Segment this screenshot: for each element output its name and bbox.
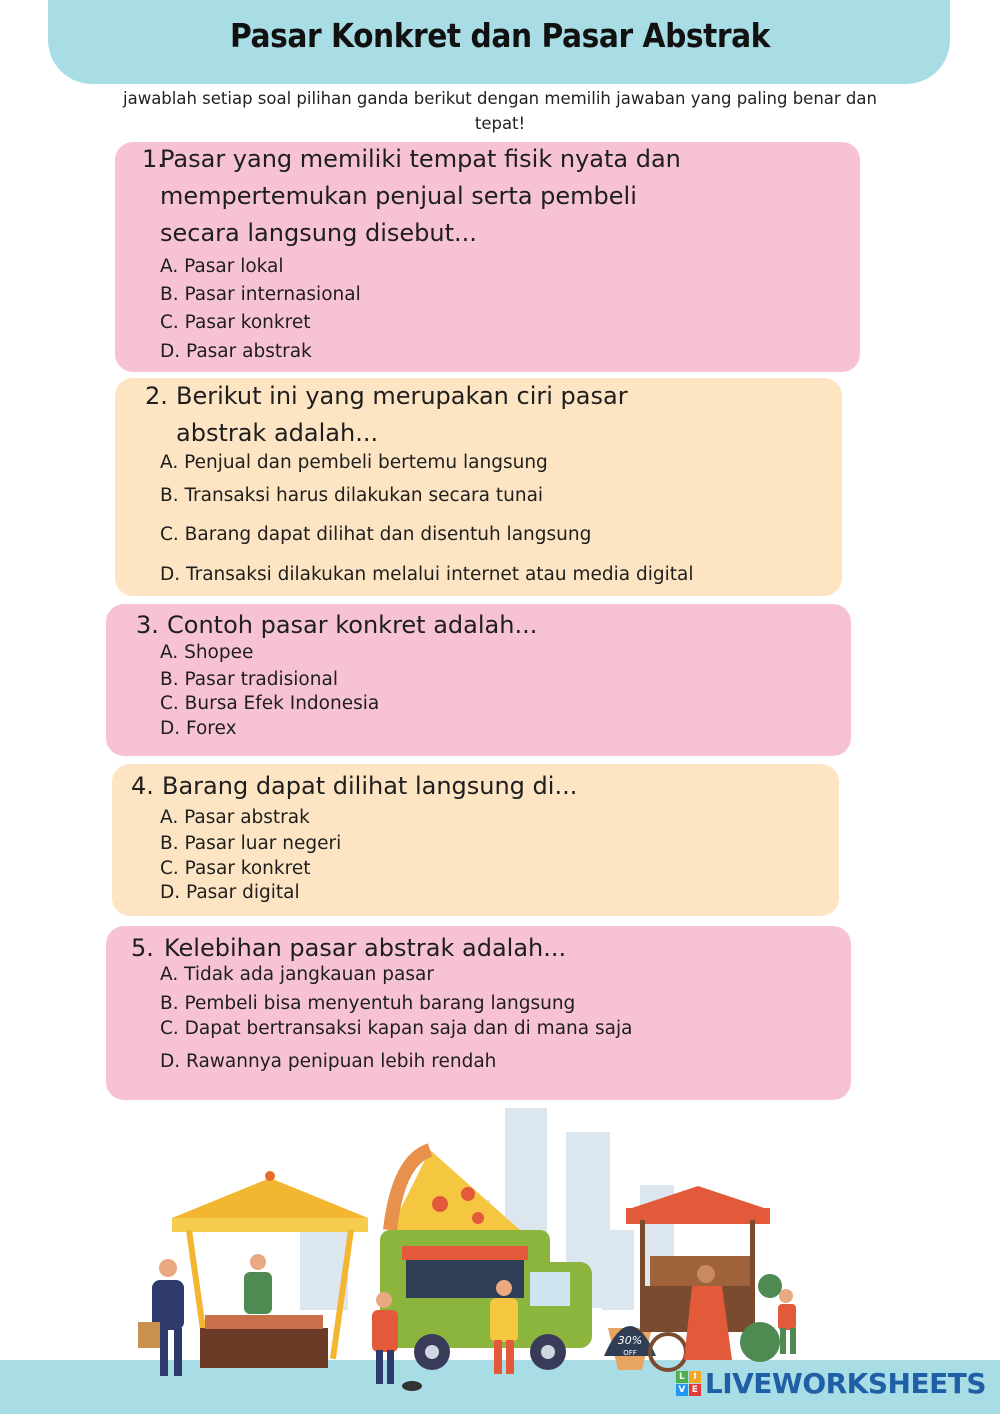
question-2-option-c[interactable]: C. Barang dapat dilihat dan disentuh langsung (160, 524, 592, 545)
question-2-option-d[interactable]: D. Transaksi dilakukan melalui internet atau media digital (160, 564, 694, 585)
question-1-number: 1. (142, 145, 165, 173)
question-5-text: Kelebihan pasar abstrak adalah... (164, 934, 567, 962)
pizza-sign (390, 1150, 520, 1230)
question-3-number: 3. (136, 611, 159, 639)
question-1-option-d[interactable]: D. Pasar abstrak (160, 341, 312, 362)
person-child (778, 1289, 796, 1354)
logo-letter-v: V (676, 1384, 688, 1396)
logo-letter-l: L (676, 1371, 688, 1383)
question-3-text: Contoh pasar konkret adalah... (167, 611, 538, 639)
person-shopper-left (138, 1259, 184, 1376)
liveworksheets-logo (676, 1367, 986, 1400)
discount-tag-subtext: OFF (623, 1349, 637, 1357)
discount-tag-text: 30% (617, 1334, 643, 1347)
page-title: Pasar Konkret dan Pasar Abstrak (230, 16, 770, 55)
question-1-option-c[interactable]: C. Pasar konkret (160, 312, 311, 333)
logo-letter-i: I (689, 1371, 701, 1383)
question-4-number: 4. (131, 772, 154, 800)
question-1-option-b[interactable]: B. Pasar internasional (160, 284, 361, 305)
question-3-option-d[interactable]: D. Forex (160, 718, 237, 739)
question-5-option-b[interactable]: B. Pembeli bisa menyentuh barang langsung (160, 993, 576, 1014)
question-4-option-b[interactable]: B. Pasar luar negeri (160, 833, 342, 854)
question-2-text: Berikut ini yang merupakan ciri pasar abstrak adalah... (176, 382, 628, 447)
question-4-option-a[interactable]: A. Pasar abstrak (160, 807, 310, 828)
question-2-number: 2. (145, 382, 168, 410)
liveworksheets-icon (676, 1371, 701, 1396)
question-4-option-c[interactable]: C. Pasar konkret (160, 858, 311, 879)
question-4-option-d[interactable]: D. Pasar digital (160, 882, 300, 903)
question-3-option-b[interactable]: B. Pasar tradisional (160, 669, 338, 690)
logo-letter-e: E (689, 1384, 701, 1396)
question-5-option-a[interactable]: A. Tidak ada jangkauan pasar (160, 964, 434, 985)
question-5-option-d[interactable]: D. Rawannya penipuan lebih rendah (160, 1051, 497, 1072)
liveworksheets-text: LIVEWORKSHEETS (704, 1367, 986, 1400)
question-4-text: Barang dapat dilihat langsung di... (162, 772, 578, 800)
market-illustration (0, 1090, 1000, 1414)
question-3-option-a[interactable]: A. Shopee (160, 642, 254, 663)
question-2-option-b[interactable]: B. Transaksi harus dilakukan secara tunai (160, 485, 544, 506)
question-1-text: Pasar yang memiliki tempat fisik nyata dan mempertemukan penjual serta pembeli secara langsung disebut... (160, 145, 681, 247)
food-truck (380, 1230, 592, 1370)
question-5-option-c[interactable]: C. Dapat bertransaksi kapan saja dan di mana saja (160, 1018, 633, 1039)
question-5-number: 5. (131, 934, 154, 962)
instruction-text: jawablah setiap soal pilihan ganda berikut dengan memilih jawaban yang paling benar dan tepat! (123, 89, 877, 133)
question-2-option-a[interactable]: A. Penjual dan pembeli bertemu langsung (160, 452, 548, 473)
question-1-option-a[interactable]: A. Pasar lokal (160, 256, 284, 277)
person-seller (244, 1254, 272, 1314)
question-3-option-c[interactable]: C. Bursa Efek Indonesia (160, 693, 380, 714)
